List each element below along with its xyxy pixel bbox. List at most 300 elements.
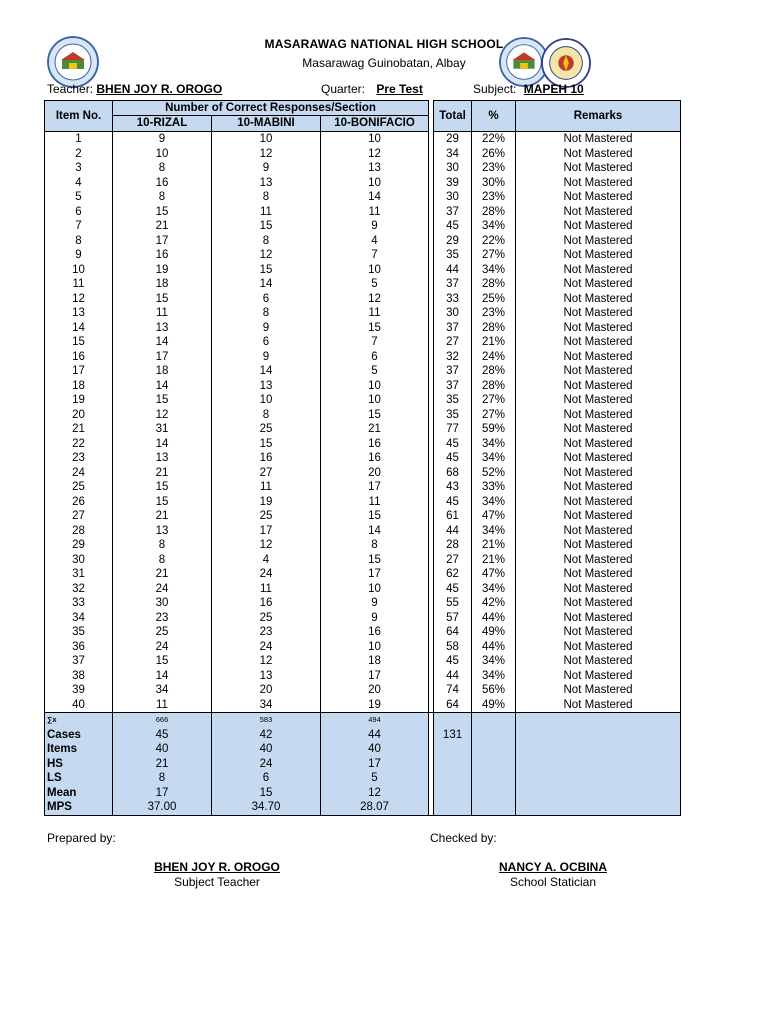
cell-rizal: 17	[113, 234, 212, 249]
cell-percent: 56%	[472, 683, 516, 698]
cell-total: 45	[434, 582, 472, 597]
cell-percent	[472, 771, 516, 786]
table-row	[45, 364, 681, 379]
cell-mabini: 14	[212, 364, 321, 379]
cell-rizal: 11	[113, 698, 212, 713]
cell-percent: 24%	[472, 350, 516, 365]
prepared-by-label: Prepared by:	[47, 831, 116, 845]
table-row	[45, 234, 681, 249]
cell-remarks: Not Mastered	[516, 466, 681, 481]
cell-mabini: 34.70	[212, 800, 321, 815]
summary-label: LS	[45, 771, 113, 786]
cell-bonifacio: 15	[321, 321, 429, 336]
cell-item-no: 14	[45, 321, 113, 336]
cell-bonifacio: 17	[321, 480, 429, 495]
cell-bonifacio: 20	[321, 466, 429, 481]
cell-bonifacio: 8	[321, 538, 429, 553]
cell-mabini: 16	[212, 451, 321, 466]
cell-total: 37	[434, 379, 472, 394]
cell-percent: 28%	[472, 379, 516, 394]
cell-percent: 27%	[472, 248, 516, 263]
item-analysis-table	[44, 100, 681, 816]
header-total: Total	[434, 101, 472, 132]
table-row	[45, 277, 681, 292]
table-row	[45, 248, 681, 263]
cell-rizal: 21	[113, 219, 212, 234]
cell-mabini: 24	[212, 567, 321, 582]
cell-percent: 34%	[472, 219, 516, 234]
cell-percent: 27%	[472, 393, 516, 408]
table-row	[45, 393, 681, 408]
cell-bonifacio: 5	[321, 771, 429, 786]
table-row	[45, 437, 681, 452]
cell-item-no: 35	[45, 625, 113, 640]
cell-bonifacio: 16	[321, 625, 429, 640]
cell-percent	[472, 757, 516, 772]
checked-by-name: NANCY A. OCBINA	[498, 860, 607, 874]
checked-by-title: School Statician	[509, 875, 597, 889]
cell-bonifacio: 19	[321, 698, 429, 713]
cell-rizal: 17	[113, 786, 212, 801]
cell-rizal: 15	[113, 480, 212, 495]
cell-percent	[472, 786, 516, 801]
cell-remarks: Not Mastered	[516, 553, 681, 568]
cell-remarks: Not Mastered	[516, 640, 681, 655]
cell-mabini: 25	[212, 422, 321, 437]
cell-item-no: 23	[45, 451, 113, 466]
cell-bonifacio: 5	[321, 364, 429, 379]
header-section-bonifacio: 10-BONIFACIO	[321, 116, 429, 132]
cell-mabini: 23	[212, 625, 321, 640]
cell-percent: 30%	[472, 176, 516, 191]
cell-percent: 44%	[472, 611, 516, 626]
cell-percent: 34%	[472, 451, 516, 466]
cell-mabini: 14	[212, 277, 321, 292]
cell-remarks: Not Mastered	[516, 437, 681, 452]
cell-item-no: 7	[45, 219, 113, 234]
cell-remarks: Not Mastered	[516, 596, 681, 611]
cell-item-no: 12	[45, 292, 113, 307]
cell-total: 30	[434, 306, 472, 321]
cell-total: 33	[434, 292, 472, 307]
cell-mabini: 8	[212, 408, 321, 423]
table-row	[45, 582, 681, 597]
cell-total	[434, 800, 472, 815]
cell-rizal: 31	[113, 422, 212, 437]
cell-item-no: 39	[45, 683, 113, 698]
cell-rizal: 19	[113, 263, 212, 278]
cell-mabini: 8	[212, 234, 321, 249]
cell-bonifacio: 12	[321, 786, 429, 801]
cell-mabini: 24	[212, 757, 321, 772]
cell-rizal: 17	[113, 350, 212, 365]
table-row	[45, 306, 681, 321]
prepared-by-name: BHEN JOY R. OROGO	[154, 860, 280, 874]
cell-total: 28	[434, 538, 472, 553]
cell-total: 44	[434, 263, 472, 278]
cell-rizal: 34	[113, 683, 212, 698]
cell-remarks: Not Mastered	[516, 698, 681, 713]
cell-item-no: 30	[45, 553, 113, 568]
cell-mabini: 11	[212, 480, 321, 495]
subject-label: Subject:	[473, 82, 517, 96]
cell-item-no: 29	[45, 538, 113, 553]
summary-label: MPS	[45, 800, 113, 815]
cell-rizal: 13	[113, 451, 212, 466]
cell-remarks	[516, 713, 681, 728]
header-percent: %	[472, 101, 516, 132]
cell-item-no: 19	[45, 393, 113, 408]
cell-item-no: 38	[45, 669, 113, 684]
cell-bonifacio: 17	[321, 567, 429, 582]
cell-percent: 47%	[472, 567, 516, 582]
cell-percent: 34%	[472, 582, 516, 597]
cell-remarks	[516, 786, 681, 801]
cell-percent: 27%	[472, 408, 516, 423]
cell-mabini: 19	[212, 495, 321, 510]
teacher-name: BHEN JOY R. OROGO	[96, 82, 223, 96]
cell-total: 58	[434, 640, 472, 655]
cell-remarks: Not Mastered	[516, 582, 681, 597]
cell-item-no: 20	[45, 408, 113, 423]
header-remarks: Remarks	[516, 101, 681, 132]
cell-mabini: 13	[212, 176, 321, 191]
cell-bonifacio: 18	[321, 654, 429, 669]
cell-total: 45	[434, 495, 472, 510]
cell-mabini: 25	[212, 509, 321, 524]
cell-rizal: 15	[113, 292, 212, 307]
cell-item-no: 17	[45, 364, 113, 379]
cell-remarks	[516, 757, 681, 772]
cell-mabini: 9	[212, 321, 321, 336]
cell-percent: 23%	[472, 190, 516, 205]
cell-total: 68	[434, 466, 472, 481]
cell-mabini: 17	[212, 524, 321, 539]
cell-total	[434, 713, 472, 728]
cell-total: 131	[434, 728, 472, 743]
cell-percent: 49%	[472, 698, 516, 713]
cell-percent: 28%	[472, 321, 516, 336]
table-row	[45, 611, 681, 626]
cell-percent: 44%	[472, 640, 516, 655]
cell-mabini: 12	[212, 538, 321, 553]
cell-percent: 28%	[472, 277, 516, 292]
quarter-field	[321, 82, 429, 96]
cell-rizal: 13	[113, 524, 212, 539]
cell-mabini: 6	[212, 771, 321, 786]
table-row	[45, 408, 681, 423]
cell-item-no: 32	[45, 582, 113, 597]
cell-item-no: 40	[45, 698, 113, 713]
table-row	[45, 654, 681, 669]
cell-bonifacio: 10	[321, 640, 429, 655]
table-row	[45, 451, 681, 466]
cell-mabini: 15	[212, 786, 321, 801]
cell-bonifacio: 15	[321, 509, 429, 524]
cell-remarks: Not Mastered	[516, 132, 681, 147]
summary-row	[45, 771, 681, 786]
cell-total: 37	[434, 364, 472, 379]
cell-rizal: 8	[113, 538, 212, 553]
cell-mabini: 12	[212, 248, 321, 263]
summary-row	[45, 713, 681, 728]
cell-remarks: Not Mastered	[516, 654, 681, 669]
cell-remarks: Not Mastered	[516, 408, 681, 423]
cell-item-no: 36	[45, 640, 113, 655]
quarter-value: Pre Test	[376, 82, 423, 96]
cell-bonifacio: 15	[321, 553, 429, 568]
table-row	[45, 147, 681, 162]
cell-remarks: Not Mastered	[516, 219, 681, 234]
cell-rizal: 21	[113, 567, 212, 582]
cell-rizal: 8	[113, 553, 212, 568]
cell-item-no: 33	[45, 596, 113, 611]
table-row	[45, 495, 681, 510]
cell-total: 45	[434, 437, 472, 452]
cell-percent: 34%	[472, 524, 516, 539]
cell-total: 37	[434, 321, 472, 336]
cell-mabini: 16	[212, 596, 321, 611]
cell-remarks: Not Mastered	[516, 524, 681, 539]
cell-remarks: Not Mastered	[516, 335, 681, 350]
summary-row	[45, 728, 681, 743]
cell-rizal: 8	[113, 190, 212, 205]
cell-rizal: 15	[113, 205, 212, 220]
cell-remarks	[516, 742, 681, 757]
cell-percent: 34%	[472, 437, 516, 452]
cell-bonifacio: 12	[321, 292, 429, 307]
item-rows	[45, 132, 681, 713]
table-row	[45, 509, 681, 524]
cell-item-no: 37	[45, 654, 113, 669]
cell-bonifacio: 4	[321, 234, 429, 249]
cell-total: 57	[434, 611, 472, 626]
cell-mabini: 583	[212, 713, 321, 728]
cell-percent: 34%	[472, 654, 516, 669]
cell-mabini: 15	[212, 219, 321, 234]
cell-mabini: 20	[212, 683, 321, 698]
cell-item-no: 1	[45, 132, 113, 147]
cell-item-no: 6	[45, 205, 113, 220]
cell-item-no: 25	[45, 480, 113, 495]
cell-bonifacio: 11	[321, 495, 429, 510]
cell-mabini: 8	[212, 306, 321, 321]
summary-label: HS	[45, 757, 113, 772]
cell-remarks: Not Mastered	[516, 350, 681, 365]
cell-percent: 59%	[472, 422, 516, 437]
cell-remarks: Not Mastered	[516, 393, 681, 408]
cell-total	[434, 771, 472, 786]
cell-remarks: Not Mastered	[516, 611, 681, 626]
cell-item-no: 16	[45, 350, 113, 365]
cell-percent: 21%	[472, 553, 516, 568]
cell-item-no: 13	[45, 306, 113, 321]
cell-percent	[472, 728, 516, 743]
cell-bonifacio: 6	[321, 350, 429, 365]
summary-row	[45, 757, 681, 772]
cell-mabini: 40	[212, 742, 321, 757]
table-row	[45, 683, 681, 698]
cell-bonifacio: 44	[321, 728, 429, 743]
cell-percent: 25%	[472, 292, 516, 307]
cell-mabini: 10	[212, 132, 321, 147]
cell-item-no: 27	[45, 509, 113, 524]
cell-mabini: 10	[212, 393, 321, 408]
cell-rizal: 18	[113, 277, 212, 292]
cell-rizal: 14	[113, 335, 212, 350]
table-row	[45, 263, 681, 278]
table-row	[45, 567, 681, 582]
cell-remarks: Not Mastered	[516, 509, 681, 524]
prepared-by-title: Subject Teacher	[174, 875, 260, 889]
cell-bonifacio: 7	[321, 335, 429, 350]
cell-remarks: Not Mastered	[516, 263, 681, 278]
table-row	[45, 292, 681, 307]
summary-label: Items	[45, 742, 113, 757]
cell-bonifacio: 9	[321, 596, 429, 611]
cell-total: 55	[434, 596, 472, 611]
cell-rizal: 14	[113, 669, 212, 684]
cell-rizal: 37.00	[113, 800, 212, 815]
cell-mabini: 6	[212, 292, 321, 307]
cell-total: 45	[434, 654, 472, 669]
cell-remarks: Not Mastered	[516, 538, 681, 553]
cell-item-no: 31	[45, 567, 113, 582]
cell-bonifacio: 14	[321, 524, 429, 539]
cell-total: 44	[434, 669, 472, 684]
cell-mabini: 6	[212, 335, 321, 350]
cell-rizal: 8	[113, 161, 212, 176]
summary-label: Cases	[45, 728, 113, 743]
school-name: MASARAWAG NATIONAL HIGH SCHOOL	[264, 37, 504, 51]
cell-bonifacio: 10	[321, 393, 429, 408]
cell-total: 29	[434, 234, 472, 249]
cell-remarks: Not Mastered	[516, 161, 681, 176]
cell-mabini: 42	[212, 728, 321, 743]
cell-bonifacio: 21	[321, 422, 429, 437]
cell-rizal: 14	[113, 437, 212, 452]
summary-label: Mean	[45, 786, 113, 801]
cell-remarks: Not Mastered	[516, 306, 681, 321]
cell-remarks: Not Mastered	[516, 379, 681, 394]
cell-bonifacio: 17	[321, 669, 429, 684]
cell-rizal: 24	[113, 640, 212, 655]
cell-total: 39	[434, 176, 472, 191]
cell-bonifacio: 7	[321, 248, 429, 263]
table-row	[45, 335, 681, 350]
cell-mabini: 13	[212, 379, 321, 394]
teacher-label: Teacher:	[47, 82, 94, 96]
cell-rizal: 16	[113, 248, 212, 263]
cell-percent: 26%	[472, 147, 516, 162]
cell-percent	[472, 800, 516, 815]
cell-bonifacio: 20	[321, 683, 429, 698]
cell-total: 45	[434, 451, 472, 466]
cell-item-no: 15	[45, 335, 113, 350]
cell-item-no: 2	[45, 147, 113, 162]
cell-total: 35	[434, 393, 472, 408]
summary-row	[45, 800, 681, 815]
cell-rizal: 15	[113, 393, 212, 408]
cell-bonifacio: 494	[321, 713, 429, 728]
cell-rizal: 666	[113, 713, 212, 728]
cell-mabini: 15	[212, 437, 321, 452]
cell-mabini: 4	[212, 553, 321, 568]
teacher-field	[47, 82, 222, 96]
cell-item-no: 3	[45, 161, 113, 176]
cell-percent	[472, 713, 516, 728]
cell-item-no: 24	[45, 466, 113, 481]
cell-item-no: 11	[45, 277, 113, 292]
table-row	[45, 538, 681, 553]
table-row	[45, 640, 681, 655]
cell-remarks: Not Mastered	[516, 495, 681, 510]
cell-rizal: 45	[113, 728, 212, 743]
cell-rizal: 12	[113, 408, 212, 423]
cell-rizal: 18	[113, 364, 212, 379]
table-row	[45, 379, 681, 394]
cell-bonifacio: 17	[321, 757, 429, 772]
school-address: Masarawag Guinobatan, Albay	[302, 56, 466, 70]
cell-rizal: 9	[113, 132, 212, 147]
checked-by-label: Checked by:	[430, 831, 497, 845]
table-row	[45, 350, 681, 365]
cell-rizal: 14	[113, 379, 212, 394]
cell-percent: 23%	[472, 161, 516, 176]
cell-total: 27	[434, 553, 472, 568]
quarter-label: Quarter:	[321, 82, 366, 96]
cell-bonifacio: 28.07	[321, 800, 429, 815]
cell-mabini: 34	[212, 698, 321, 713]
cell-total: 64	[434, 625, 472, 640]
cell-rizal: 10	[113, 147, 212, 162]
cell-bonifacio: 40	[321, 742, 429, 757]
cell-mabini: 11	[212, 582, 321, 597]
cell-mabini: 27	[212, 466, 321, 481]
cell-remarks: Not Mastered	[516, 277, 681, 292]
cell-rizal: 21	[113, 466, 212, 481]
table-row	[45, 176, 681, 191]
cell-total: 29	[434, 132, 472, 147]
cell-remarks: Not Mastered	[516, 321, 681, 336]
table-row	[45, 596, 681, 611]
cell-total: 62	[434, 567, 472, 582]
cell-rizal: 30	[113, 596, 212, 611]
cell-remarks: Not Mastered	[516, 205, 681, 220]
cell-mabini: 24	[212, 640, 321, 655]
cell-percent: 34%	[472, 669, 516, 684]
summary-label: ∑x	[45, 713, 113, 728]
table-row	[45, 219, 681, 234]
cell-item-no: 4	[45, 176, 113, 191]
cell-rizal: 16	[113, 176, 212, 191]
cell-rizal: 11	[113, 306, 212, 321]
cell-bonifacio: 16	[321, 451, 429, 466]
cell-mabini: 13	[212, 669, 321, 684]
cell-mabini: 25	[212, 611, 321, 626]
cell-item-no: 5	[45, 190, 113, 205]
table-row	[45, 698, 681, 713]
cell-bonifacio: 14	[321, 190, 429, 205]
table-row	[45, 466, 681, 481]
cell-rizal: 8	[113, 771, 212, 786]
cell-total: 27	[434, 335, 472, 350]
subject-value: MAPEH 10	[523, 82, 584, 96]
cell-bonifacio: 5	[321, 277, 429, 292]
cell-mabini: 12	[212, 147, 321, 162]
cell-bonifacio: 10	[321, 132, 429, 147]
table-row	[45, 480, 681, 495]
